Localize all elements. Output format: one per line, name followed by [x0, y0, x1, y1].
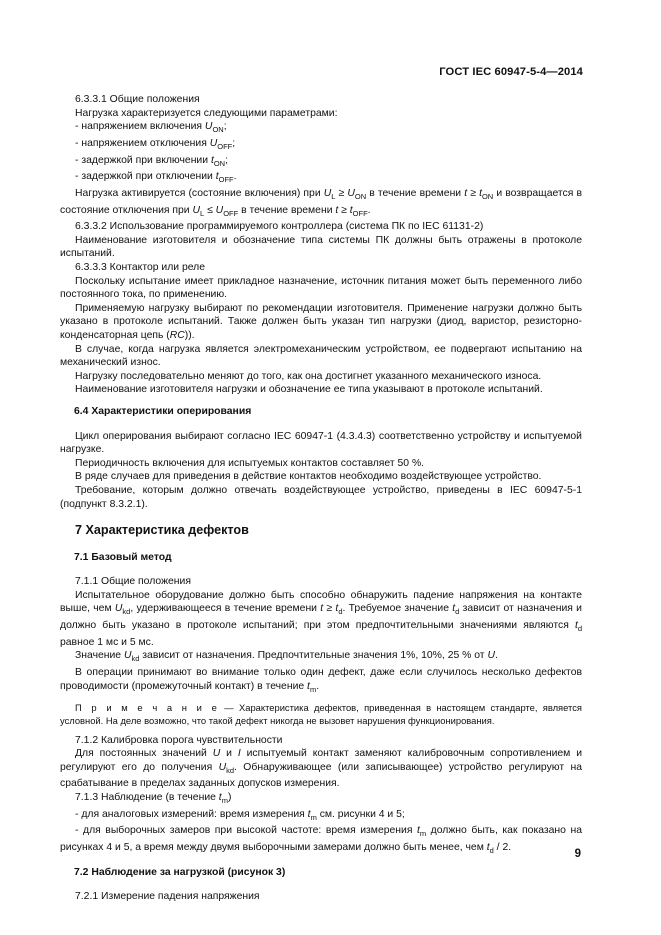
section-title-6-4: 6.4 Характеристики оперирования: [74, 405, 252, 417]
parameters-intro: Нагрузка характеризуется следующими параметрами:: [75, 107, 338, 119]
document-body: [60, 93, 582, 904]
contactor-paragraph-2: Применяемую нагрузку выбирают по рекомендации изготовителя. Применение нагрузки должно быть указано в протоколе испытаний. Также должен быть указан тип нагрузки (диод, варистор, резисторно-конденсаторная цепь (RC)).: [60, 302, 582, 341]
calibration-paragraph: Для постоянных значений U и I испытуемый контакт заменяют калибровочным сопротивлением и регулируют его до получения $U_{kd}$. Обнаруживающее (или записывающее) устройство регулируют на срабатывание в пределах заданных допусков измерения.: [60, 748, 583, 790]
section-title-7-1: 7.1 Базовый метод: [74, 551, 172, 563]
page-number: 9: [574, 848, 581, 860]
observation-analog: - для аналоговых измерений: время измерения $t_m$ см. рисунки 4 и 5;: [75, 808, 405, 822]
contactor-paragraph-4: Нагрузку последовательно меняют до того, как она достигнет указанного механического износа.: [75, 370, 542, 382]
contactor-paragraph-5: Наименование изготовителя нагрузки и обозначение ее типа указывают в протоколе испытаний.: [75, 384, 543, 396]
observation-sampling: - для выборочных замеров при высокой частоте: время измерения $t_m$ должно быть, как показано на рисунках 4 и 5, а время между двумя выборочными замерами должно быть менее, чем $t_d / 2$.: [60, 825, 582, 856]
section-title-6-3-3-3: 6.3.3.3 Контактор или реле: [75, 262, 206, 273]
basic-method-paragraph-2: Значение $U_{kd}$ зависит от назначения. Предпочтительные значения 1%, 10%, 25 % от U.: [75, 650, 498, 664]
operating-paragraph-3: В ряде случаев для приведения в действие контактов необходимо воздействующее устройство.: [75, 471, 542, 483]
section-title-7-1-1: 7.1.1 Общие положения: [75, 576, 191, 588]
operating-paragraph-2: Периодичность включения для испытуемых контактов составляет 50 %.: [75, 457, 425, 469]
contactor-paragraph-1: Поскольку испытание имеет прикладное назначение, источник питания может быть переменного либо постоянного тока, по применению.: [60, 275, 582, 301]
operating-paragraph-1: Цикл оперирования выбирают согласно IEC 60947-1 (4.3.4.3) соответственно устройству и испытуемой нагрузке.: [60, 430, 582, 456]
basic-method-paragraph-1: Испытательное оборудование должно быть способно обнаружить падение напряжения на контакте выше, чем $U_{kd}$, удерживающееся в течение времени $t \ge t_d$. Требуемое значение $t_d$ зависит от назначения и должно быть указано в протоколе испытаний; при этом предпочтительными значениями являются $t_d$ равное 1 мс и 5 мс.: [60, 589, 582, 648]
parameter-item: - напряжением отключения $U_{OFF}$;: [75, 137, 236, 151]
section-title-7-1-2: 7.1.2 Калибровка порога чувствительности: [75, 734, 283, 746]
activation-paragraph: Нагрузка активируется (состояние включения) при $U_L \ge U_{ON}$ в течение времени $t \ge t_{ON}$ и возвращается в состояние отключения при $U_L \le U_{OFF}$ в течение времени $t \ge t_{OFF}$.: [60, 187, 582, 218]
basic-method-paragraph-3: В операции принимают во внимание только один дефект, даже если случилось несколько дефектов проводимости (промежуточный контакт) в течение $t_m$.: [60, 667, 582, 694]
section-title-7: 7 Характеристика дефектов: [75, 523, 249, 538]
parameter-item: - напряжением включения $U_{ON}$;: [75, 121, 227, 135]
plc-paragraph: Наименование изготовителя и обозначение типа системы ПК должны быть отражены в протоколе испытаний.: [60, 234, 582, 260]
section-title-6-3-3-2: 6.3.3.2 Использование программируемого контроллера (система ПК по IEC 61131-2): [75, 221, 484, 233]
section-title-7-1-3: 7.1.3 Наблюдение (в течение $t_m$): [75, 791, 232, 806]
note-paragraph: П р и м е ч а н и е — Характеристика дефектов, приведенная в настоящем стандарте, является условной. На деле возможно, что такой дефект никогда не вызовет нарушения функционирования.: [60, 702, 582, 726]
section-title-6-3-3-1: 6.3.3.1 Общие положения: [75, 94, 200, 105]
parameter-item: - задержкой при включении $t_{ON}$;: [75, 154, 228, 168]
contactor-paragraph-3: В случае, когда нагрузка является электромеханическим устройством, ее подвергают испытанию на механический износ.: [60, 343, 582, 369]
section-title-7-2: 7.2 Наблюдение за нагрузкой (рисунок 3): [74, 866, 286, 878]
standard-header: ГОСТ IEC 60947-5-4—2014: [439, 66, 583, 78]
operating-paragraph-4: Требование, которым должно отвечать воздействующее устройство, приведены в IEC 60947-5-1 (подпункт 8.3.2.1).: [60, 484, 582, 510]
section-title-7-2-1: 7.2.1 Измерение падения напряжения: [75, 891, 260, 903]
parameter-item: - задержкой при отключении $t_{OFF}$.: [75, 171, 237, 185]
